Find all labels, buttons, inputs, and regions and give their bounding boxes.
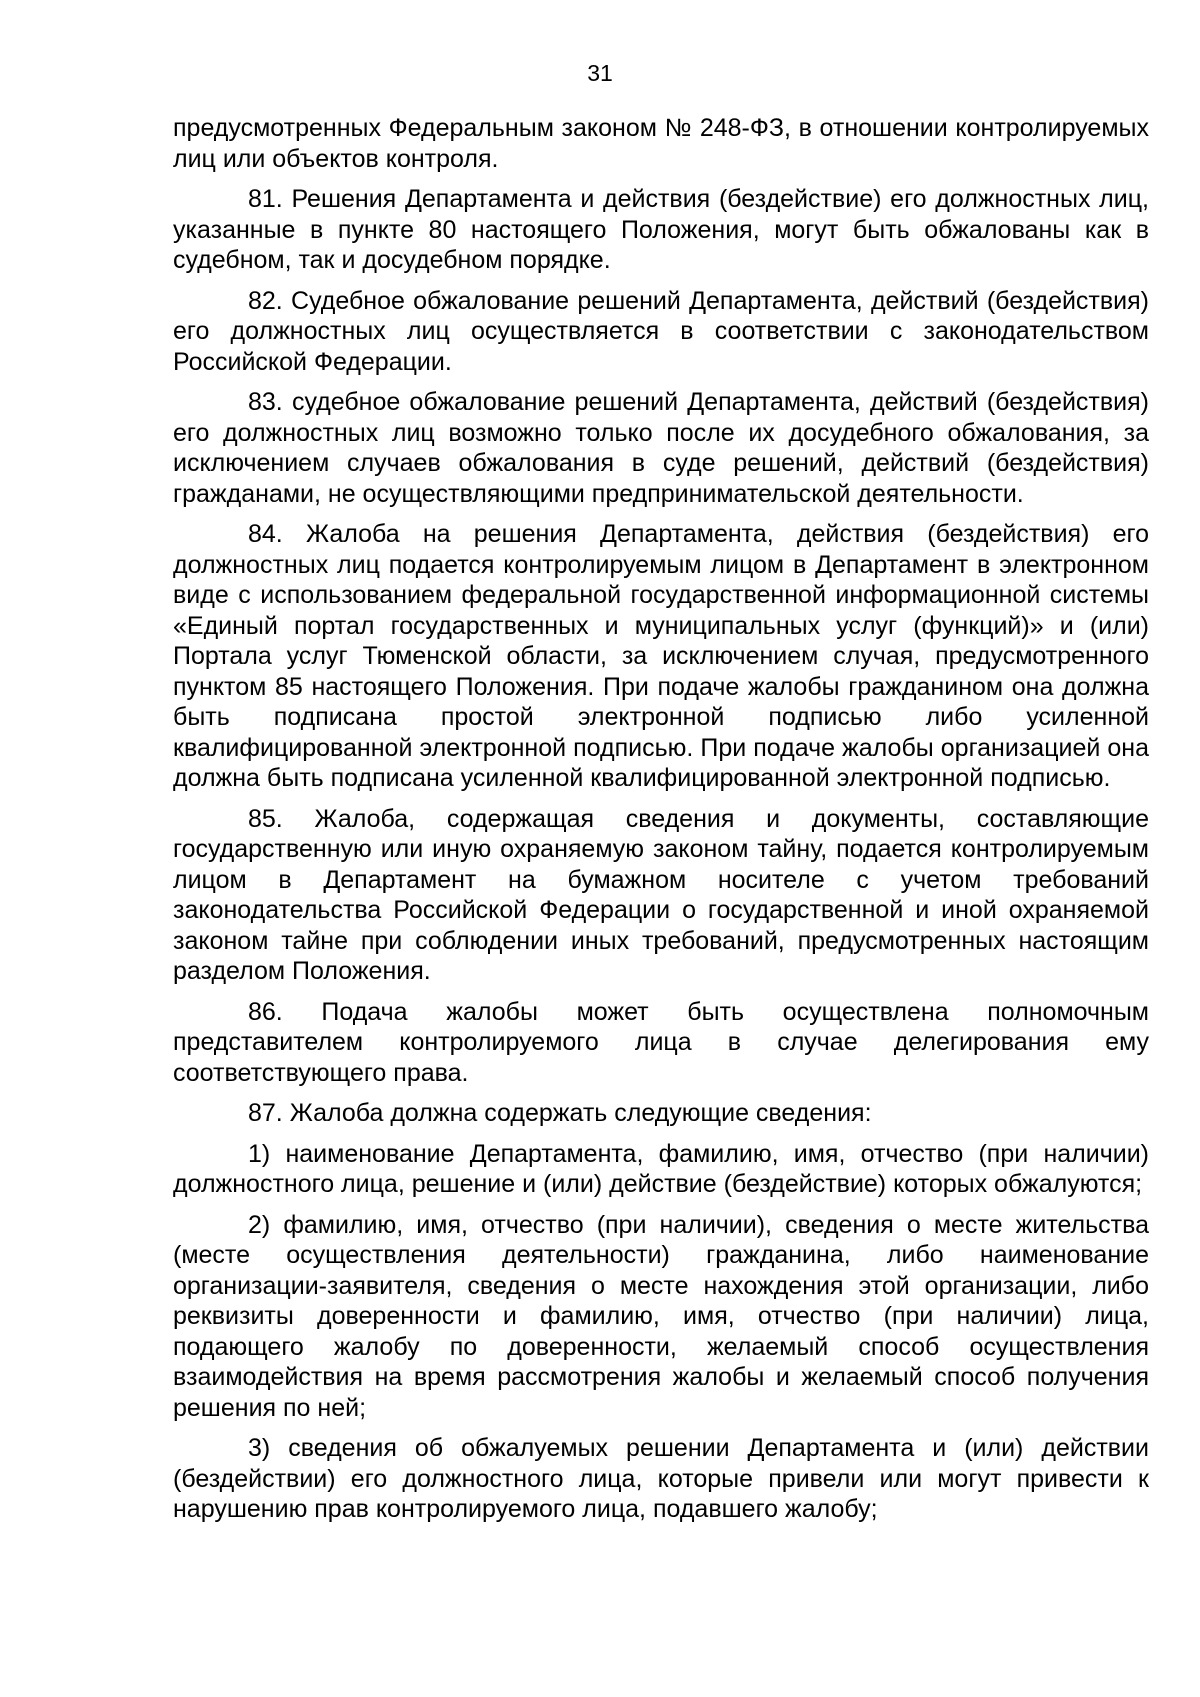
paragraph-84: 84. Жалоба на решения Департамента, действия (бездействия) его должностных лиц подается контролируемым лицом в Департамент в электронном виде с использованием федеральной государственной информационной системы «Единый портал государственных и муниципальных услуг (функций)» и (или) Портала услуг Тюменской области, за исключением случая, предусмотренного пунктом 85 настоящего Положения. При подаче жалобы гражданином она должна быть подписана простой электронной подписью либо усиленной квалифицированной электронной подписью. При подаче жалобы организацией она должна быть подписана усиленной квалифицированной электронной подписью. bbox=[173, 520, 1149, 792]
document-body bbox=[173, 113, 1149, 1535]
paragraph-87: 87. Жалоба должна содержать следующие сведения: bbox=[248, 1099, 872, 1127]
list-item-1: 1) наименование Департамента, фамилию, имя, отчество (при наличии) должностного лица, решение и (или) действие (бездействие) которых обжалуются; bbox=[173, 1139, 1149, 1198]
paragraph-85: 85. Жалоба, содержащая сведения и документы, составляющие государственную или иную охраняемую законом тайну, подается контролируемым лицом в Департамент на бумажном носителе с учетом требований законодательства Российской Федерации о государственной и иной охраняемой законом тайне при соблюдении иных требований, предусмотренных настоящим разделом Положения. bbox=[173, 804, 1149, 985]
paragraph-83: 83. судебное обжалование решений Департамента, действий (бездействия) его должностных лиц возможно только после их досудебного обжалования, за исключением случаев обжалования в суде решений, действий (бездействия) гражданами, не осуществляющими предпринимательской деятельности. bbox=[173, 388, 1149, 508]
paragraph-81: 81. Решения Департамента и действия (бездействие) его должностных лиц, указанные в пункте 80 настоящего Положения, могут быть обжалованы как в судебном, так и досудебном порядке. bbox=[173, 185, 1149, 274]
list-item-2: 2) фамилию, имя, отчество (при наличии), сведения о месте жительства (месте осуществления деятельности) гражданина, либо наименование организации-заявителя, сведения о месте нахождения этой организации, либо реквизиты доверенности и фамилию, имя, отчество (при наличии) лица, подающего жалобу по доверенности, желаемый способ осуществления взаимодействия на время рассмотрения жалобы и желаемый способ получения решения по ней; bbox=[173, 1210, 1149, 1422]
list-item-3: 3) сведения об обжалуемых решении Департамента и (или) действии (бездействии) его должностного лица, которые привели или могут привести к нарушению прав контролируемого лица, подавшего жалобу; bbox=[173, 1434, 1149, 1523]
page-number: 31 bbox=[587, 60, 613, 86]
paragraph-82: 82. Судебное обжалование решений Департамента, действий (бездействия) его должностных лиц осуществляется в соответствии с законодательством Российской Федерации. bbox=[173, 286, 1149, 376]
paragraph-continuation: предусмотренных Федеральным законом № 248-ФЗ, в отношении контролируемых лиц или объектов контроля. bbox=[173, 114, 1149, 173]
paragraph-86: 86. Подача жалобы может быть осуществлена полномочным представителем контролируемого лица в случае делегирования ему соответствующего права. bbox=[173, 997, 1149, 1087]
